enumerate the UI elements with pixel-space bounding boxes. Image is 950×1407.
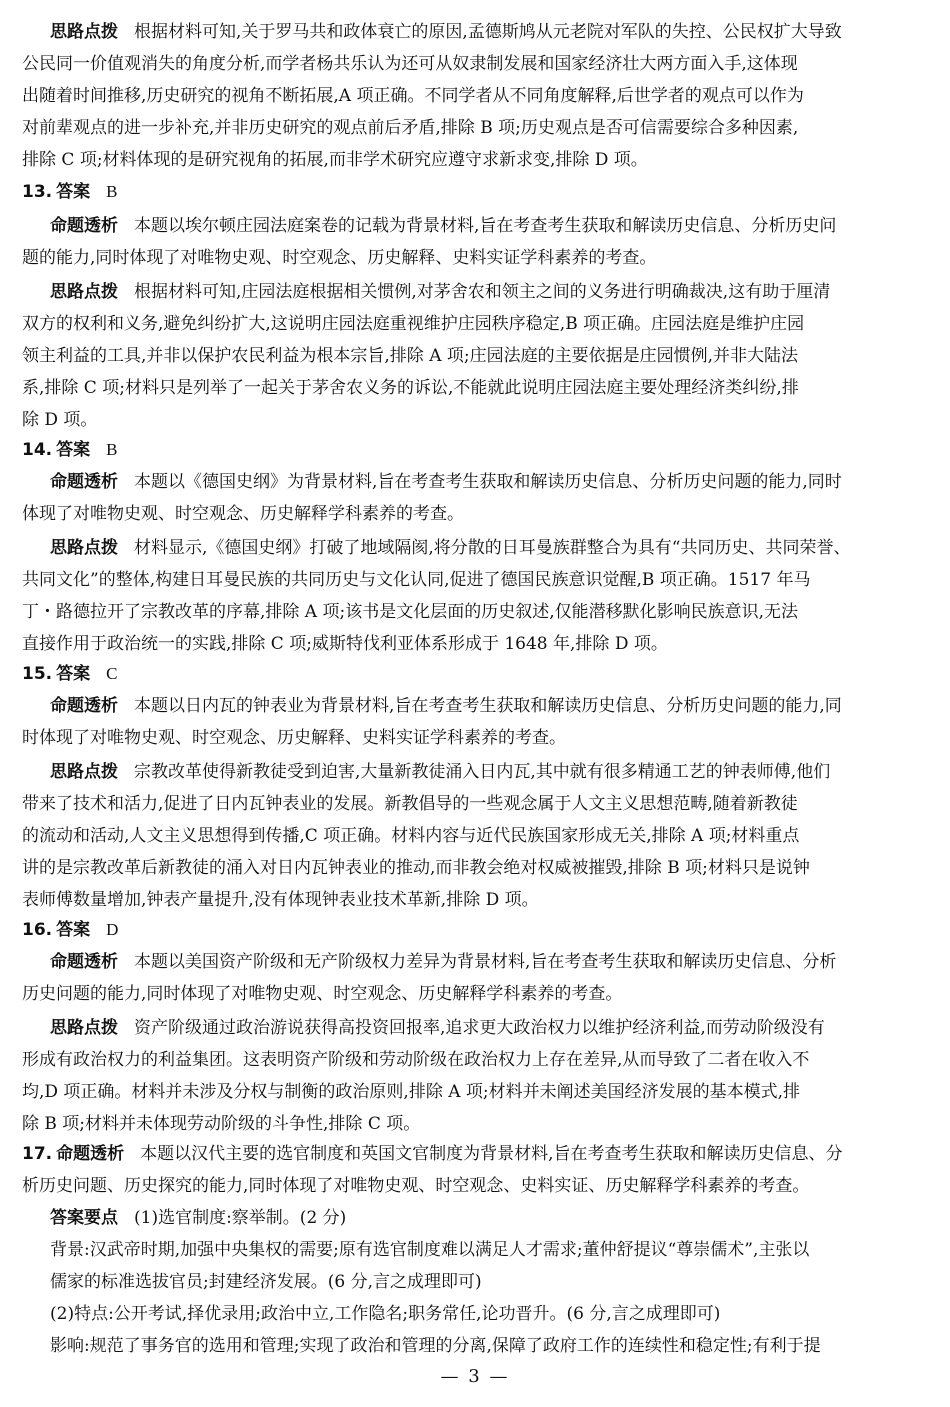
answer-value: B (106, 182, 118, 201)
q16-intent-line-1: 命题透析 本题以美国资产阶级和无产阶级权力差异为背景材料,旨在考查考生获取和解读历史信息、分析 (50, 952, 837, 972)
q15-tips-line-3: 的流动和活动,人文主义思想得到传播,C 项正确。材料内容与近代民族国家形成无关,排除 A 项;材料重点 (22, 826, 800, 846)
q15-intent-line-1: 命题透析 本题以日内瓦的钟表业为背景材料,旨在考查考生获取和解读历史信息、分析历史问题的能力,同 (50, 696, 842, 716)
q13-answer (22, 176, 930, 208)
q16-tips-line-2: 形成有政治权力的利益集团。这表明资产阶级和劳动阶级在政治权力上存在差异,从而导致了二者在收入不 (22, 1050, 810, 1070)
answer-label: 答案 (56, 920, 91, 940)
intent-label: 命题透析 (50, 472, 118, 492)
tips-label: 思路点拨 (50, 538, 118, 558)
answer-label: 答案 (56, 440, 91, 460)
q12-tips-line-1: 思路点拨 根据材料可知,关于罗马共和政体衰亡的原因,孟德斯鸠从元老院对军队的失控、公民权扩大导致 (50, 22, 842, 42)
q13-intent-line-2: 题的能力,同时体现了对唯物史观、时空观念、历史解释、史料实证学科素养的考查。 (22, 248, 657, 268)
points-label: 答案要点 (50, 1208, 118, 1228)
answer-label: 答案 (56, 664, 91, 684)
q16-answer (22, 914, 930, 946)
q14-tips-line-2: 共同文化”的整体,构建日耳曼民族的共同历史与文化认同,促进了德国民族意识觉醒,B 项正确。1517 年马 (22, 570, 811, 590)
question-number: 16. (22, 920, 53, 940)
q12-tips-line-5: 排除 C 项;材料体现的是研究视角的拓展,而非学术研究应遵守求新求变,排除 D 项。 (22, 150, 648, 170)
q17-intent-line-1: 17. 命题透析 本题以汉代主要的选官制度和英国文官制度为背景材料,旨在考查考生获取和解读历史信息、分 (22, 1144, 843, 1164)
tips-label: 思路点拨 (50, 762, 118, 782)
intent-label: 命题透析 (50, 216, 118, 236)
q15-tips-line-1: 思路点拨 宗教改革使得新教徒受到迫害,大量新教徒涌入日内瓦,其中就有很多精通工艺的钟表师傅,他们 (50, 762, 831, 782)
q17-line-impact: 影响:规范了事务官的选用和管理;实现了政治和管理的分离,保障了政府工作的连续性和稳定性;有利于提 (50, 1336, 821, 1356)
q17-line-features: (2)特点:公开考试,择优录用;政治中立,工作隐名;职务常任,论功晋升。(6 分,言之成理即可) (50, 1304, 721, 1324)
q16-tips-line-4: 除 B 项;材料并未体现劳动阶级的斗争性,排除 C 项。 (22, 1114, 421, 1134)
q12-tips-line-2: 公民同一价值观消失的角度分析,而学者杨共乐认为还可从奴隶制发展和国家经济壮大两方面入手,这体现 (22, 54, 798, 74)
tips-label: 思路点拨 (50, 1018, 118, 1038)
q14-intent-line-1: 命题透析 本题以《德国史纲》为背景材料,旨在考查考生获取和解读历史信息、分析历史问题的能力,同时 (50, 472, 842, 492)
q14-tips-line-4: 直接作用于政治统一的实践,排除 C 项;威斯特伐利亚体系形成于 1648 年,排除 D 项。 (22, 634, 668, 654)
q14-intent-line-2: 体现了对唯物史观、时空观念、历史解释学科素养的考查。 (22, 504, 464, 524)
q14-tips-line-3: 丁・路德拉开了宗教改革的序幕,排除 A 项;该书是文化层面的历史叙述,仅能潜移默化影响民族意识,无法 (22, 602, 799, 622)
q16-intent-line-2: 历史问题的能力,同时体现了对唯物史观、时空观念、历史解释学科素养的考查。 (22, 984, 623, 1004)
q14-answer (22, 434, 930, 466)
answer-value: B (106, 440, 118, 459)
q17-intent-line-2: 析历史问题、历史探究的能力,同时体现了对唯物史观、时空观念、史料实证、历史解释学科素养的考查。 (22, 1176, 810, 1196)
q15-answer (22, 658, 930, 690)
q17-line-background-1: 背景:汉武帝时期,加强中央集权的需要;原有选官制度难以满足人才需求;董仲舒提议“尊崇儒术”,主张以 (50, 1240, 810, 1260)
q12-tips-line-3: 出随着时间推移,历史研究的视角不断拓展,A 项正确。不同学者从不同角度解释,后世学者的观点可以作为 (22, 86, 804, 106)
intent-label: 命题透析 (50, 952, 118, 972)
q17-points-line-1: 答案要点 (1)选官制度:察举制。(2 分) (50, 1208, 347, 1228)
q13-tips-line-2: 双方的权利和义务,避免纠纷扩大,这说明庄园法庭重视维护庄园秩序稳定,B 项正确。庄园法庭是维护庄园 (22, 314, 805, 334)
q13-tips-line-4: 系,排除 C 项;材料只是列举了一起关于茅舍农义务的诉讼,不能就此说明庄园法庭主要处理经济类纠纷,排 (22, 378, 799, 398)
q12-tips-line-4: 对前辈观点的进一步补充,并非历史研究的观点前后矛盾,排除 B 项;历史观点是否可信需要综合多种因素, (22, 118, 799, 138)
tips-label: 思路点拨 (50, 22, 118, 42)
page-number: — 3 — (440, 1366, 510, 1387)
q15-tips-line-5: 表师傅数量增加,钟表产量提升,没有体现钟表业技术革新,排除 D 项。 (22, 890, 539, 910)
intent-label: 命题透析 (56, 1144, 125, 1164)
question-number: 15. (22, 664, 53, 684)
answer-value: D (106, 920, 119, 939)
question-number: 17. (22, 1144, 53, 1164)
q13-tips-line-1: 思路点拨 根据材料可知,庄园法庭根据相关惯例,对茅舍农和领主之间的义务进行明确裁决,这有助于厘清 (50, 282, 831, 302)
q14-tips-line-1: 思路点拨 材料显示,《德国史纲》打破了地域隔阂,将分散的日耳曼族群整合为具有“共同历史、共同荣誉、 (50, 538, 851, 558)
q15-intent-line-2: 时体现了对唯物史观、时空观念、历史解释、史料实证学科素养的考查。 (22, 728, 566, 748)
question-number: 13. (22, 182, 53, 202)
q15-tips-line-2: 带来了技术和活力,促进了日内瓦钟表业的发展。新教倡导的一些观念属于人文主义思想范畴,随着新教徒 (22, 794, 798, 814)
tips-label: 思路点拨 (50, 282, 118, 302)
intent-label: 命题透析 (50, 696, 118, 716)
q16-tips-line-1: 思路点拨 资产阶级通过政治游说获得高投资回报率,追求更大政治权力以维护经济利益,而劳动阶级没有 (50, 1018, 825, 1038)
q15-tips-line-4: 讲的是宗教改革后新教徒的涌入对日内瓦钟表业的推动,而非教会绝对权威被摧毁,排除 B 项;材料只是说钟 (22, 858, 810, 878)
q17-line-background-2: 儒家的标准选拔官员;封建经济发展。(6 分,言之成理即可) (50, 1272, 482, 1292)
q16-tips-line-3: 均,D 项正确。材料并未涉及分权与制衡的政治原则,排除 A 项;材料并未阐述美国经济发展的基本模式,排 (22, 1082, 801, 1102)
q13-tips-line-5: 除 D 项。 (22, 410, 98, 430)
answer-value: C (106, 664, 118, 683)
answer-label: 答案 (56, 182, 91, 202)
q13-intent-line-1: 命题透析 本题以埃尔顿庄园法庭案卷的记载为背景材料,旨在考查考生获取和解读历史信息、分析历史问 (50, 216, 837, 236)
q13-tips-line-3: 领主利益的工具,并非以保护农民利益为根本宗旨,排除 A 项;庄园法庭的主要依据是庄园惯例,并非大陆法 (22, 346, 799, 366)
question-number: 14. (22, 440, 53, 460)
